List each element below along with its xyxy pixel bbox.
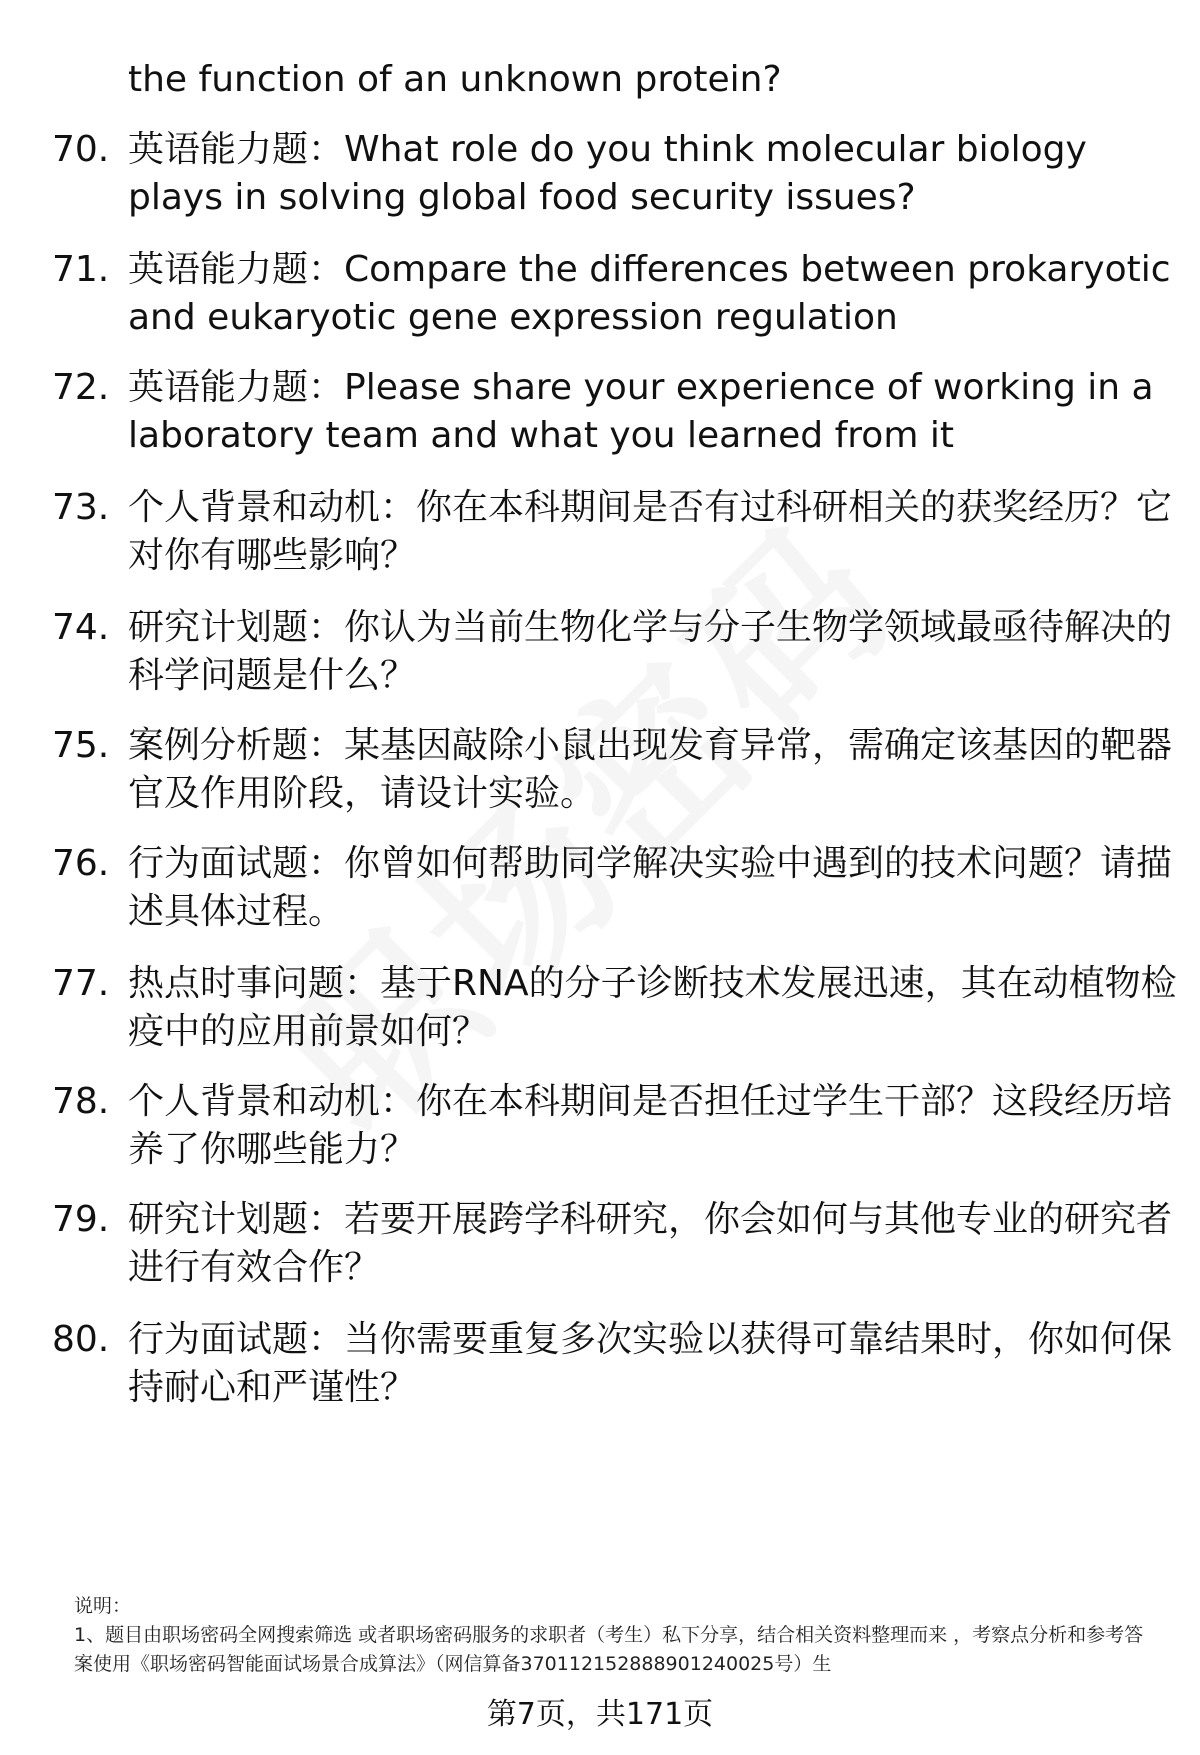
question-text: 研究计划题：若要开展跨学科研究，你会如何与其他专业的研究者进行有效合作？ — [128, 1199, 1173, 1288]
note-body: 1、题目由职场密码全网搜索筛选 或者职场密码服务的求职者（考生）私下分享，结合相关资料整理而来 ，考察点分析和参考答案使用《职场密码智能面试场景合成算法》（网信算备370112152888901240025号）生 — [74, 1624, 1144, 1675]
question-number: 79. — [52, 1199, 110, 1240]
question-number: 74. — [52, 607, 110, 648]
question-text: 热点时事问题：基于RNA的分子诊断技术发展迅速，其在动植物检疫中的应用前景如何？ — [128, 963, 1177, 1052]
question-number: 70. — [52, 129, 110, 170]
question-text: 研究计划题：你认为当前生物化学与分子生物学领域最亟待解决的科学问题是什么？ — [128, 607, 1173, 696]
question-text: 个人背景和动机：你在本科期间是否有过科研相关的获奖经历？它对你有哪些影响？ — [128, 487, 1173, 576]
question-text: 英语能力题：What role do you think molecular biology plays in solving global food security issues? — [128, 129, 1087, 218]
continued-question-text: the function of an unknown protein? — [128, 59, 782, 100]
question-number: 78. — [52, 1081, 110, 1122]
question-text: 英语能力题：Please share your experience of working in a laboratory team and what you learned from it — [128, 367, 1154, 456]
note-section — [74, 1592, 1154, 1679]
question-number: 76. — [52, 843, 110, 884]
question-number: 71. — [52, 249, 110, 290]
question-number: 72. — [52, 367, 110, 408]
page-number: 第7页，共171页 — [486, 1697, 714, 1732]
note-heading: 说明： — [74, 1595, 132, 1617]
question-text: 行为面试题：你曾如何帮助同学解决实验中遇到的技术问题？请描述具体过程。 — [128, 843, 1173, 932]
question-number: 80. — [52, 1319, 110, 1360]
question-number: 73. — [52, 487, 110, 528]
question-text: 行为面试题：当你需要重复多次实验以获得可靠结果时，你如何保持耐心和严谨性？ — [128, 1319, 1173, 1408]
question-text: 案例分析题：某基因敲除小鼠出现发育异常，需确定该基因的靶器官及作用阶段，请设计实验。 — [128, 725, 1173, 814]
question-text: 个人背景和动机：你在本科期间是否担任过学生干部？这段经历培养了你哪些能力？ — [128, 1081, 1173, 1170]
question-number: 75. — [52, 725, 110, 766]
question-text: 英语能力题：Compare the differences between prokaryotic and eukaryotic gene expression regulation — [128, 249, 1171, 338]
question-number: 77. — [52, 963, 110, 1004]
